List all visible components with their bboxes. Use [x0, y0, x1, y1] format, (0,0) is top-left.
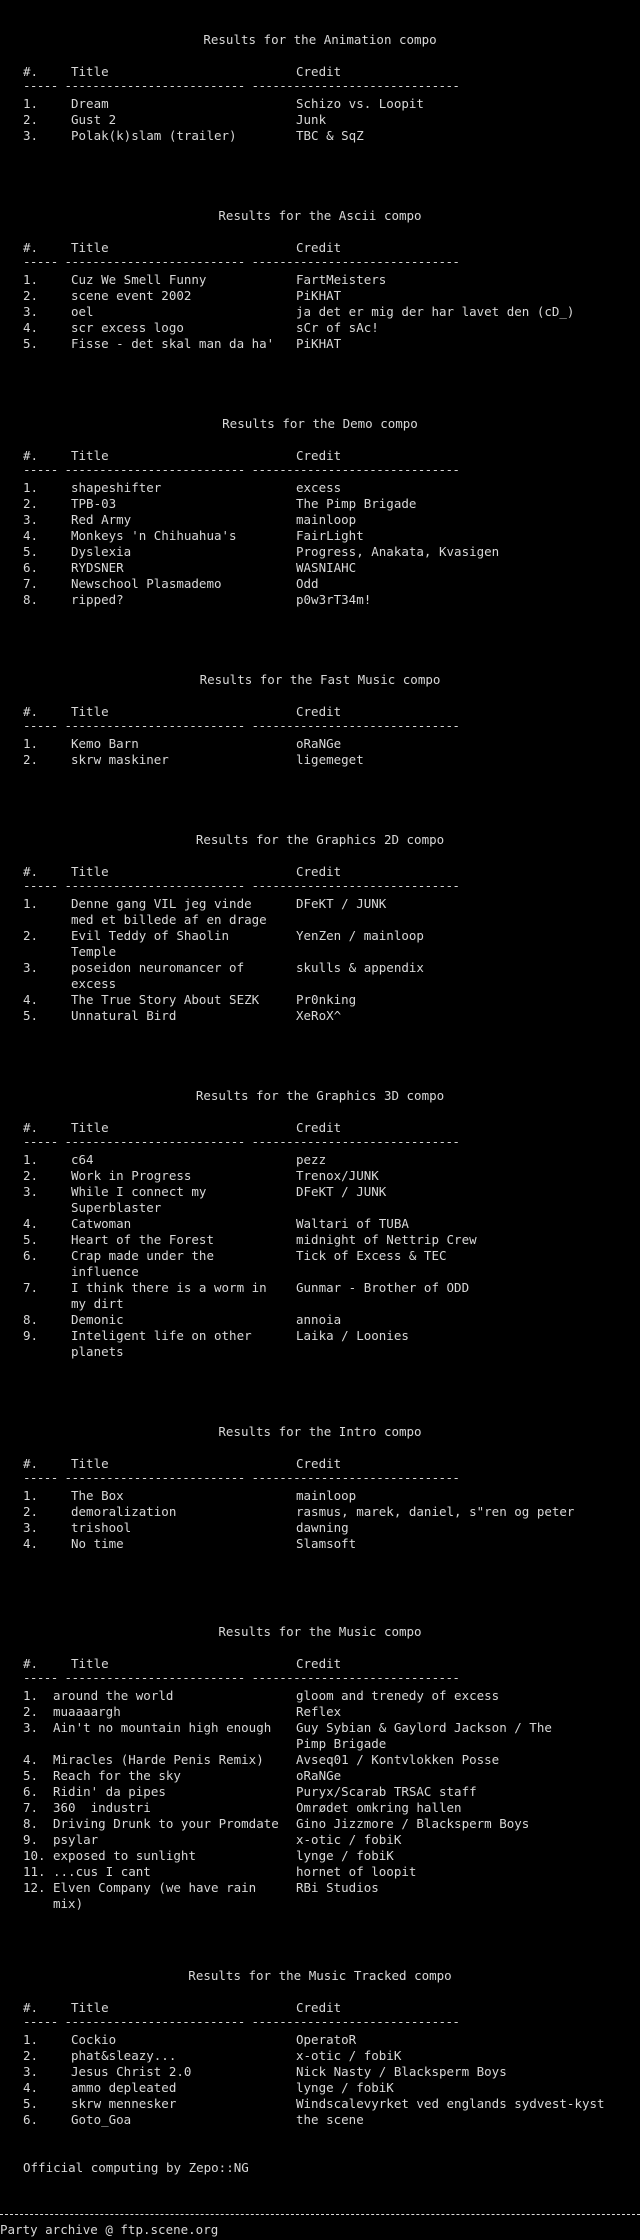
row-title: 360 industri — [53, 1800, 151, 1815]
row-title: Jesus Christ 2.0 — [71, 2064, 192, 2079]
row-number: 4. — [23, 1536, 39, 1551]
row-credit: XeRoX^ — [296, 1008, 342, 1023]
row-title: Goto_Goa — [71, 2112, 132, 2127]
row-number: 4. — [23, 1216, 39, 1231]
header-credit: Credit — [296, 1656, 342, 1671]
row-credit: Nick Nasty / Blacksperm Boys — [296, 2064, 507, 2079]
row-number: 1. — [23, 96, 39, 111]
row-credit: mainloop — [296, 512, 357, 527]
row-number: 5. — [23, 2096, 39, 2111]
row-number: 4. — [23, 320, 39, 335]
header-num: #. — [23, 1120, 39, 1135]
row-number: 5. — [23, 336, 39, 351]
row-credit: PiKHAT — [296, 288, 342, 303]
header-credit: Credit — [296, 448, 342, 463]
row-title: Monkeys 'n Chihuahua's — [71, 528, 237, 543]
row-number: 2. — [23, 496, 39, 511]
header-credit: Credit — [296, 704, 342, 719]
footer-text: Party archive @ ftp.scene.org — [0, 2222, 219, 2237]
section-title: Results for the Graphics 3D compo — [195, 1088, 445, 1103]
header-credit: Credit — [296, 864, 342, 879]
header-title: Title — [71, 864, 109, 879]
row-credit: The Pimp Brigade — [296, 496, 417, 511]
row-credit: TBC & SqZ — [296, 128, 364, 143]
row-number: 5. — [23, 1232, 39, 1247]
row-title: scene event 2002 — [71, 288, 192, 303]
row-number: 1. — [23, 736, 39, 751]
row-credit: skulls & appendix — [296, 960, 424, 975]
row-number: 3. — [23, 304, 39, 319]
row-credit: Odd — [296, 576, 319, 591]
official-note: Official computing by Zepo::NG — [23, 2160, 249, 2175]
row-number: 9. — [23, 1832, 39, 1847]
row-title: Polak(k)slam (trailer) — [71, 128, 237, 143]
row-title: Unnatural Bird — [71, 1008, 177, 1023]
row-credit: oRaNGe — [296, 1768, 342, 1783]
row-number: 1. — [23, 272, 39, 287]
row-credit: YenZen / mainloop — [296, 928, 424, 943]
row-credit: p0w3rT34m! — [296, 592, 372, 607]
section-title: Results for the Graphics 2D compo — [195, 832, 445, 847]
row-credit: sCr of sAc! — [296, 320, 379, 335]
row-credit: midnight of Nettrip Crew — [296, 1232, 477, 1247]
header-separator: ----- -------------------------- ------------------------------ — [23, 2014, 460, 2029]
row-title: scr excess logo — [71, 320, 184, 335]
row-number: 3. — [23, 960, 39, 975]
row-credit: Waltari of TUBA — [296, 1216, 409, 1231]
header-num: #. — [23, 240, 39, 255]
header-credit: Credit — [296, 1120, 342, 1135]
row-number: 12. — [23, 1880, 46, 1895]
row-title: skrw maskiner — [71, 752, 169, 767]
row-number: 5. — [23, 1768, 39, 1783]
row-number: 6. — [23, 560, 39, 575]
row-number: 2. — [23, 1168, 39, 1183]
row-credit: Windscalevyrket ved englands sydvest-kyst — [296, 2096, 605, 2111]
row-credit: Avseq01 / Kontvlokken Posse — [296, 1752, 500, 1767]
row-title: Evil Teddy of Shaolin Temple — [71, 928, 230, 959]
row-credit: PiKHAT — [296, 336, 342, 351]
row-credit: gloom and trenedy of excess — [296, 1688, 500, 1703]
row-title: exposed to sunlight — [53, 1848, 196, 1863]
row-credit: ligemeget — [296, 752, 364, 767]
row-number: 3. — [23, 1520, 39, 1535]
row-number: 1. — [23, 480, 39, 495]
row-title: No time — [71, 1536, 124, 1551]
row-number: 1. — [23, 1152, 39, 1167]
header-separator: ----- -------------------------- ------------------------------ — [23, 718, 460, 733]
row-number: 1. — [23, 1688, 39, 1703]
row-credit: Reflex — [296, 1704, 342, 1719]
row-number: 6. — [23, 1248, 39, 1263]
row-number: 2. — [23, 2048, 39, 2063]
header-num: #. — [23, 1656, 39, 1671]
header-separator: ----- -------------------------- ------------------------------ — [23, 1470, 460, 1485]
row-credit: Junk — [296, 112, 327, 127]
header-separator: ----- -------------------------- ------------------------------ — [23, 254, 460, 269]
row-number: 3. — [23, 1184, 39, 1199]
row-title: TPB-03 — [71, 496, 117, 511]
row-number: 9. — [23, 1328, 39, 1343]
row-number: 2. — [23, 112, 39, 127]
row-credit: DFeKT / JUNK — [296, 896, 387, 911]
row-title: Driving Drunk to your Promdate — [53, 1816, 279, 1831]
row-number: 7. — [23, 576, 39, 591]
row-title: Inteligent life on other planets — [71, 1328, 252, 1359]
row-credit: Schizo vs. Loopit — [296, 96, 424, 111]
header-credit: Credit — [296, 240, 342, 255]
row-number: 4. — [23, 528, 39, 543]
row-number: 4. — [23, 992, 39, 1007]
row-credit: DFeKT / JUNK — [296, 1184, 387, 1199]
row-number: 3. — [23, 1720, 39, 1735]
section-title: Results for the Music compo — [218, 1624, 422, 1639]
row-number: 2. — [23, 1504, 39, 1519]
row-title: The True Story About SEZK — [71, 992, 260, 1007]
row-title: ...cus I cant — [53, 1864, 151, 1879]
row-title: oel — [71, 304, 94, 319]
row-title: skrw mennesker — [71, 2096, 177, 2111]
row-title: phat&sleazy... — [71, 2048, 177, 2063]
row-title: c64 — [71, 1152, 94, 1167]
row-credit: FartMeisters — [296, 272, 387, 287]
row-credit: Gunmar - Brother of ODD — [296, 1280, 470, 1295]
row-title: poseidon neuromancer of excess — [71, 960, 245, 991]
row-title: Catwoman — [71, 1216, 132, 1231]
section-title: Results for the Fast Music compo — [199, 672, 441, 687]
section-title: Results for the Animation compo — [203, 32, 437, 47]
row-credit: Progress, Anakata, Kvasigen — [296, 544, 500, 559]
header-title: Title — [71, 1456, 109, 1471]
row-number: 6. — [23, 2112, 39, 2127]
row-number: 2. — [23, 928, 39, 943]
row-number: 10. — [23, 1848, 46, 1863]
row-title: Demonic — [71, 1312, 124, 1327]
row-credit: OperatoR — [296, 2032, 357, 2047]
row-credit: WASNIAHC — [296, 560, 357, 575]
header-num: #. — [23, 864, 39, 879]
section-title: Results for the Music Tracked compo — [188, 1968, 452, 1983]
row-number: 3. — [23, 2064, 39, 2079]
header-credit: Credit — [296, 1456, 342, 1471]
row-number: 6. — [23, 1784, 39, 1799]
row-title: ammo depleated — [71, 2080, 177, 2095]
header-num: #. — [23, 64, 39, 79]
row-number: 11. — [23, 1864, 46, 1879]
row-credit: Pr0nking — [296, 992, 357, 1007]
row-title: Gust 2 — [71, 112, 117, 127]
row-credit: Gino Jizzmore / Blacksperm Boys — [296, 1816, 530, 1831]
row-credit: lynge / fobiK — [296, 1848, 394, 1863]
row-number: 1. — [23, 896, 39, 911]
row-title: psylar — [53, 1832, 99, 1847]
row-number: 2. — [23, 752, 39, 767]
row-title: Newschool Plasmademo — [71, 576, 222, 591]
section-title: Results for the Intro compo — [218, 1424, 422, 1439]
row-credit: Laika / Loonies — [296, 1328, 409, 1343]
row-credit: ja det er mig der har lavet den (cD_) — [296, 304, 575, 319]
row-credit: Trenox/JUNK — [296, 1168, 379, 1183]
header-title: Title — [71, 704, 109, 719]
row-title: demoralization — [71, 1504, 177, 1519]
row-credit: the scene — [296, 2112, 364, 2127]
header-num: #. — [23, 448, 39, 463]
row-title: Crap made under the influence — [71, 1248, 214, 1279]
header-title: Title — [71, 448, 109, 463]
row-number: 8. — [23, 1312, 39, 1327]
row-credit: excess — [296, 480, 342, 495]
row-title: muaaaargh — [53, 1704, 121, 1719]
row-title: RYDSNER — [71, 560, 124, 575]
row-credit: hornet of loopit — [296, 1864, 417, 1879]
row-credit: pezz — [296, 1152, 327, 1167]
row-number: 3. — [23, 512, 39, 527]
header-separator: ----- -------------------------- ------------------------------ — [23, 462, 460, 477]
row-title: Ridin' da pipes — [53, 1784, 166, 1799]
row-credit: lynge / fobiK — [296, 2080, 394, 2095]
row-credit: mainloop — [296, 1488, 357, 1503]
row-credit: FairLight — [296, 528, 364, 543]
row-number: 5. — [23, 1008, 39, 1023]
header-separator: ----- -------------------------- ------------------------------ — [23, 1134, 460, 1149]
header-credit: Credit — [296, 2000, 342, 2015]
row-credit: Omrødet omkring hallen — [296, 1800, 462, 1815]
header-num: #. — [23, 704, 39, 719]
row-credit: x-otic / fobiK — [296, 2048, 402, 2063]
row-title: ripped? — [71, 592, 124, 607]
row-credit: rasmus, marek, daniel, s"ren og peter — [296, 1504, 575, 1519]
row-title: Miracles (Harde Penis Remix) — [53, 1752, 264, 1767]
header-title: Title — [71, 2000, 109, 2015]
row-number: 7. — [23, 1800, 39, 1815]
row-credit: Slamsoft — [296, 1536, 357, 1551]
row-title: trishool — [71, 1520, 132, 1535]
row-number: 2. — [23, 288, 39, 303]
header-separator: ----- -------------------------- ------------------------------ — [23, 878, 460, 893]
row-title: Cuz We Smell Funny — [71, 272, 207, 287]
row-credit: RBi Studios — [296, 1880, 379, 1895]
row-title: Work in Progress — [71, 1168, 192, 1183]
row-number: 4. — [23, 1752, 39, 1767]
row-credit: x-otic / fobiK — [296, 1832, 402, 1847]
section-title: Results for the Demo compo — [222, 416, 418, 431]
row-number: 1. — [23, 2032, 39, 2047]
row-title: shapeshifter — [71, 480, 162, 495]
row-title: Red Army — [71, 512, 132, 527]
row-number: 4. — [23, 2080, 39, 2095]
header-title: Title — [71, 240, 109, 255]
row-title: Elven Company (we have rain mix) — [53, 1880, 257, 1911]
row-title: Kemo Barn — [71, 736, 139, 751]
header-separator: ----- -------------------------- ------------------------------ — [23, 78, 460, 93]
header-title: Title — [71, 1656, 109, 1671]
row-title: Ain't no mountain high enough — [53, 1720, 272, 1735]
row-number: 3. — [23, 128, 39, 143]
row-title: Dyslexia — [71, 544, 132, 559]
row-number: 1. — [23, 1488, 39, 1503]
row-title: Cockio — [71, 2032, 117, 2047]
header-separator: ----- -------------------------- ------------------------------ — [23, 1670, 460, 1685]
row-number: 7. — [23, 1280, 39, 1295]
row-credit: Guy Sybian & Gaylord Jackson / The Pimp Brigade — [296, 1720, 552, 1751]
row-title: Dream — [71, 96, 109, 111]
row-title: around the world — [53, 1688, 174, 1703]
row-title: The Box — [71, 1488, 124, 1503]
row-credit: Tick of Excess & TEC — [296, 1248, 447, 1263]
row-title: Reach for the sky — [53, 1768, 181, 1783]
row-title: While I connect my Superblaster — [71, 1184, 207, 1215]
row-title: Heart of the Forest — [71, 1232, 214, 1247]
header-title: Title — [71, 1120, 109, 1135]
row-credit: annoia — [296, 1312, 342, 1327]
header-num: #. — [23, 2000, 39, 2015]
row-credit: oRaNGe — [296, 736, 342, 751]
row-title: Fisse - det skal man da ha' — [71, 336, 275, 351]
header-title: Title — [71, 64, 109, 79]
section-title: Results for the Ascii compo — [218, 208, 422, 223]
row-credit: dawning — [296, 1520, 349, 1535]
row-title: I think there is a worm in my dirt — [71, 1280, 267, 1311]
row-number: 2. — [23, 1704, 39, 1719]
row-number: 8. — [23, 1816, 39, 1831]
footer-separator — [0, 2214, 640, 2215]
header-credit: Credit — [296, 64, 342, 79]
header-num: #. — [23, 1456, 39, 1471]
row-number: 8. — [23, 592, 39, 607]
row-number: 5. — [23, 544, 39, 559]
row-credit: Puryx/Scarab TRSAC staff — [296, 1784, 477, 1799]
row-title: Denne gang VIL jeg vinde med et billede af en drage — [71, 896, 267, 927]
